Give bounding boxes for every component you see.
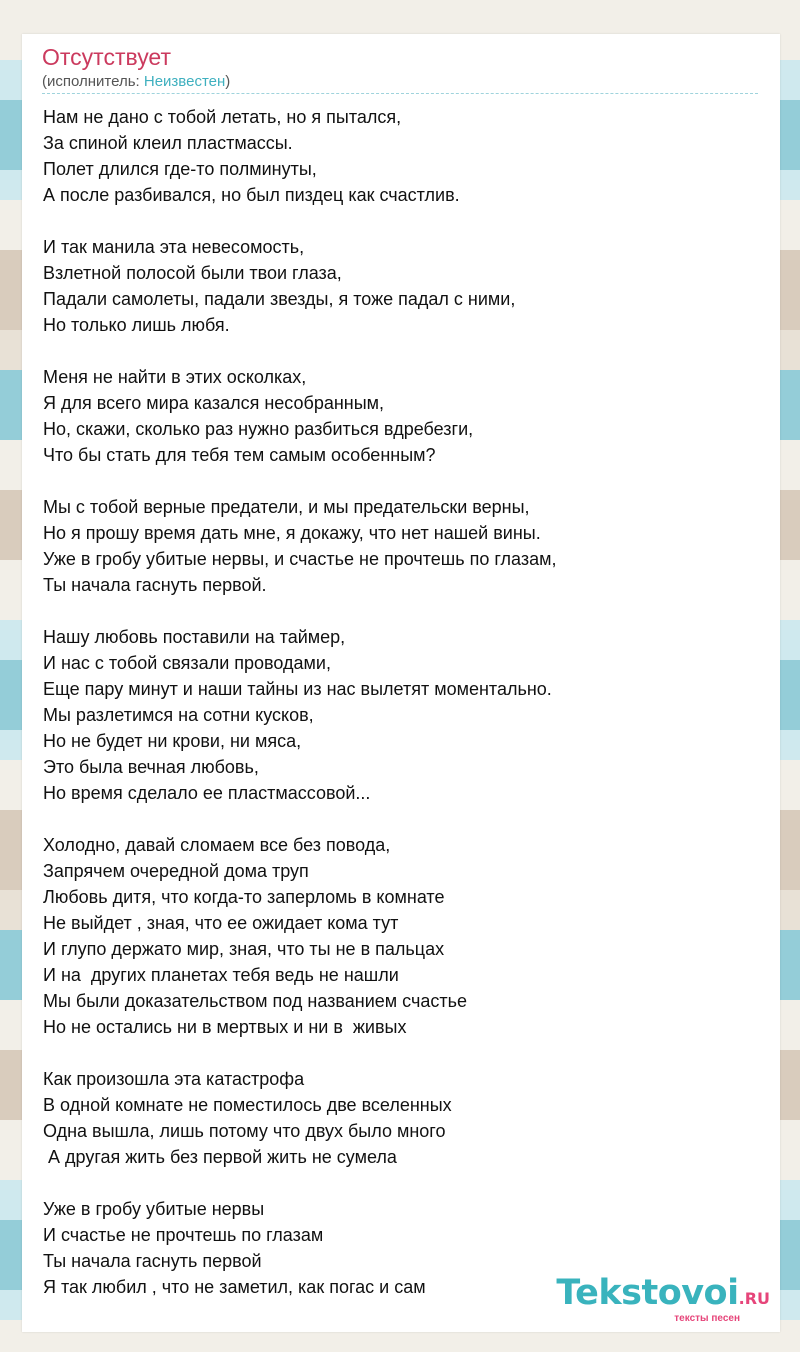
logo-tld: .RU <box>738 1289 770 1308</box>
lyrics-body <box>43 104 557 1326</box>
lyric-line: Нам не дано с тобой летать, но я пытался, <box>43 107 402 127</box>
lyric-line: Полет длился где-то полминуты, <box>43 159 317 179</box>
lyric-line: И на других планетах тебя ведь не нашли <box>43 965 399 985</box>
lyric-line: Одна вышла, лишь потому что двух было много <box>43 1121 446 1141</box>
lyric-line: Но я прошу время дать мне, я докажу, что нет нашей вины. <box>43 523 541 543</box>
lyric-line: Взлетной полосой были твои глаза, <box>43 263 342 283</box>
logo-wordmark <box>556 1273 770 1316</box>
lyric-line: Как произошла эта катастрофа <box>43 1069 305 1089</box>
lyric-line: И счастье не прочтешь по глазам <box>43 1225 324 1245</box>
lyric-line: Еще пару минут и наши тайны из нас вылетят моментально. <box>43 679 552 699</box>
lyrics-stanza <box>43 104 557 208</box>
lyric-line: Я для всего мира казался несобранным, <box>43 393 385 413</box>
lyric-line: А после разбивался, но был пиздец как счастлив. <box>43 185 460 205</box>
artist-suffix: ) <box>225 73 231 90</box>
lyrics-stanza <box>43 1066 557 1170</box>
logo-subtitle: тексты песен <box>674 1313 740 1324</box>
lyric-line: Но не будет ни крови, ни мяса, <box>43 731 302 751</box>
lyric-line: Я так любил , что не заметил, как погас и сам <box>43 1277 426 1297</box>
lyric-line: Ты начала гаснуть первой <box>43 1251 262 1271</box>
song-title: Отсутствует <box>42 44 171 70</box>
lyric-line: Любовь дитя, что когда-то заперломь в комнате <box>43 887 445 907</box>
lyric-line: Холодно, давай сломаем все без повода, <box>43 835 391 855</box>
lyric-line: Уже в гробу убитые нервы <box>43 1199 265 1219</box>
artist-prefix: (исполнитель: <box>42 73 144 90</box>
lyric-line: Что бы стать для тебя тем самым особенным? <box>43 445 436 465</box>
lyric-line: Но, скажи, сколько раз нужно разбиться вдребезги, <box>43 419 474 439</box>
lyric-line: Запрячем очередной дома труп <box>43 861 309 881</box>
lyrics-stanza <box>43 1196 557 1300</box>
title-divider <box>42 93 758 94</box>
artist-link[interactable]: Неизвестен <box>143 73 226 90</box>
lyrics-stanza <box>43 624 557 806</box>
lyric-line: Мы с тобой верные предатели, и мы предательски верны, <box>43 497 530 517</box>
lyric-line: В одной комнате не поместилось две вселенных <box>43 1095 452 1115</box>
lyric-line: Падали самолеты, падали звезды, я тоже падал с ними, <box>43 289 516 309</box>
lyric-line: А другая жить без первой жить не сумела <box>43 1147 397 1167</box>
lyric-line: Мы были доказательством под названием счастье <box>43 991 467 1011</box>
lyric-line: Нашу любовь поставили на таймер, <box>43 627 346 647</box>
lyric-line: Меня не найти в этих осколках, <box>43 367 307 387</box>
lyric-line: Мы разлетимся на сотни кусков, <box>43 705 314 725</box>
lyrics-stanza <box>43 832 557 1040</box>
artist-line <box>42 73 230 91</box>
lyric-line: Уже в гробу убитые нервы, и счастье не прочтешь по глазам, <box>43 549 557 569</box>
lyrics-card <box>22 34 780 1332</box>
site-logo[interactable] <box>556 1273 770 1324</box>
lyrics-stanza <box>43 234 557 338</box>
lyric-line: Но не остались ни в мертвых и ни в живых <box>43 1017 407 1037</box>
lyrics-stanza <box>43 364 557 468</box>
lyric-line: За спиной клеил пластмассы. <box>43 133 293 153</box>
lyrics-stanza <box>43 494 557 598</box>
lyric-line: Ты начала гаснуть первой. <box>43 575 267 595</box>
lyric-line: Не выйдет , зная, что ее ожидает кома тут <box>43 913 399 933</box>
lyric-line: И нас с тобой связали проводами, <box>43 653 331 673</box>
lyric-line: Это была вечная любовь, <box>43 757 259 777</box>
logo-name: Tekstovoi <box>556 1273 739 1313</box>
lyric-line: И так манила эта невесомость, <box>43 237 305 257</box>
lyric-line: Но только лишь любя. <box>43 315 230 335</box>
lyric-line: Но время сделало ее пластмассовой... <box>43 783 371 803</box>
lyric-line: И глупо держато мир, зная, что ты не в пальцах <box>43 939 445 959</box>
